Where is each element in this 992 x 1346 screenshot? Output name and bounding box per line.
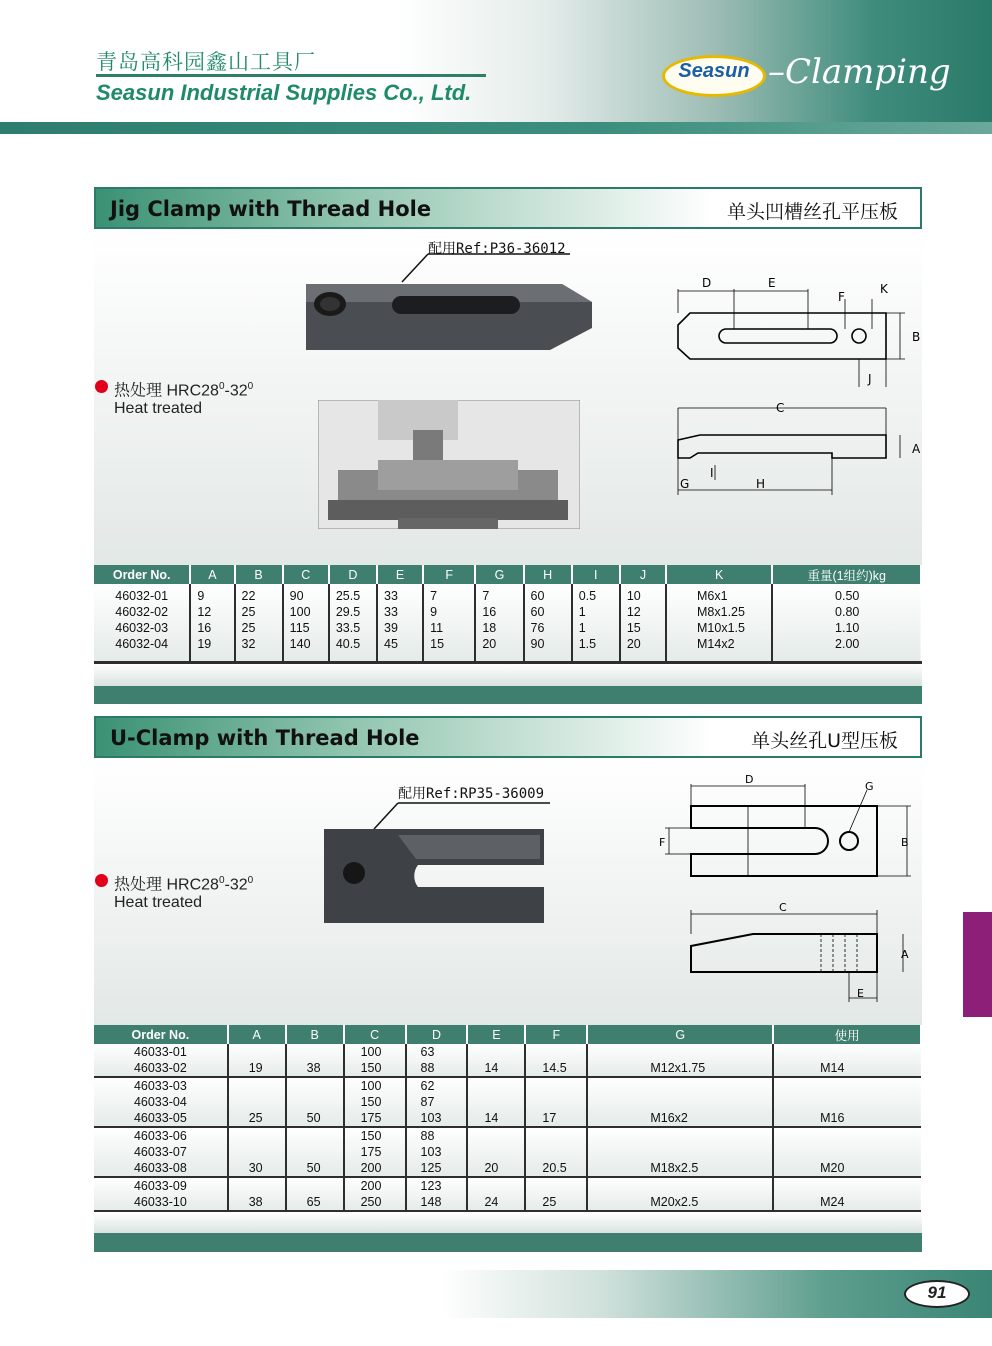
G-value (650, 1078, 772, 1094)
C-value: 100 (360, 1079, 382, 1093)
F-value (542, 1094, 586, 1110)
E-value (484, 1094, 524, 1110)
A-value (249, 1044, 285, 1060)
use-value (820, 1078, 921, 1094)
cell-D (406, 1044, 468, 1077)
G-value: M20x2.5 (650, 1195, 699, 1209)
D-value: 63 (420, 1045, 435, 1059)
cell-C (344, 1077, 406, 1127)
dim-label-h: H (756, 477, 766, 491)
dim-label-b: B (901, 836, 909, 849)
D-value: 103 (420, 1145, 442, 1159)
E-value: 20 (484, 1161, 499, 1175)
dim-label-c: C (776, 401, 785, 415)
section-2-ref: 配用Ref:RP35-36009 (398, 786, 545, 802)
orders-value: 46033-09 (133, 1179, 187, 1193)
B-value: 65 (306, 1195, 321, 1209)
C-value: 150 (360, 1129, 382, 1143)
G-value: M12x1.75 (650, 1061, 706, 1075)
dim-label-a: A (912, 442, 921, 456)
cell-e: 33 33 39 45 (377, 584, 423, 662)
col-header: G (475, 565, 523, 584)
table-row-group (94, 1077, 921, 1127)
bullet-dot (95, 874, 108, 887)
A-value (249, 1078, 285, 1094)
order-no: 46032-04 (115, 637, 169, 651)
cell-A (228, 1177, 286, 1211)
jig-clamp-spec-table (94, 565, 922, 662)
A-value: 38 (248, 1195, 263, 1209)
B-value (307, 1044, 343, 1060)
dim-label-i: I (710, 466, 714, 480)
cell-h: 60 60 76 90 (524, 584, 572, 662)
C-value: 150 (360, 1095, 382, 1109)
cell-D (406, 1177, 468, 1211)
cell-E (467, 1177, 525, 1211)
machine-setup-photo (318, 400, 580, 529)
orders-value: 46033-01 (133, 1045, 187, 1059)
use-value: M16 (820, 1111, 845, 1125)
cell-B (286, 1127, 344, 1177)
cell-E (467, 1077, 525, 1127)
E-value (484, 1178, 524, 1194)
cell-E (467, 1127, 525, 1177)
order-no: 46032-01 (115, 589, 169, 603)
col-header: Order No. (94, 1025, 228, 1044)
G-value (650, 1094, 772, 1110)
cell-B (286, 1177, 344, 1211)
table-row (94, 584, 921, 662)
B-value: 50 (306, 1111, 321, 1125)
section-2-title-bar (94, 716, 922, 758)
table-footer-bar (94, 1233, 922, 1252)
col-header: D (406, 1025, 468, 1044)
cell-C (344, 1044, 406, 1077)
E-value: 14 (484, 1111, 499, 1125)
A-value: 30 (248, 1161, 263, 1175)
dim-label-e: E (768, 276, 776, 290)
col-header: B (235, 565, 283, 584)
col-header: G (587, 1025, 773, 1044)
section-2-heat-note-en: Heat treated (114, 894, 203, 911)
cell-i: 0.5 1 1 1.5 (572, 584, 620, 662)
table-footer-bar (94, 686, 922, 704)
B-value: 38 (306, 1061, 321, 1075)
A-value: 19 (248, 1061, 263, 1075)
order-no: 46032-03 (115, 621, 169, 635)
cell-C (344, 1127, 406, 1177)
cell-use (773, 1044, 921, 1077)
cell-D (406, 1077, 468, 1127)
hrc-range: -32 (224, 876, 248, 894)
cell-orders (94, 1177, 228, 1211)
u-clamp-drawing (655, 770, 925, 1010)
col-header: E (467, 1025, 525, 1044)
header-bar (0, 122, 992, 134)
section-1-heat-note-en: Heat treated (114, 400, 203, 417)
orders-value: 46033-10 (133, 1195, 187, 1209)
col-header: B (286, 1025, 344, 1044)
degree-sup: 0 (218, 381, 225, 392)
page-number: 91 (927, 1283, 947, 1302)
cell-j: 10 12 15 20 (620, 584, 666, 662)
dim-label-e: E (857, 987, 864, 1000)
C-value: 175 (360, 1145, 382, 1159)
use-value (820, 1128, 921, 1144)
E-value: 24 (484, 1195, 499, 1209)
cell-F (525, 1177, 587, 1211)
cell-F (525, 1044, 587, 1077)
F-value: 20.5 (542, 1161, 567, 1175)
section-1-title-en: Jig Clamp with Thread Hole (110, 197, 432, 221)
cell-G (587, 1177, 773, 1211)
table-header-row (94, 1025, 921, 1044)
heat-label-cn: 热处理 (114, 382, 163, 400)
brand-tagline: –Clamping (768, 52, 951, 92)
table-row-group (94, 1127, 921, 1177)
col-header: E (377, 565, 423, 584)
col-header: F (525, 1025, 587, 1044)
cell-f: 7 9 11 15 (423, 584, 475, 662)
cell-B (286, 1044, 344, 1077)
cell-F (525, 1077, 587, 1127)
orders-value: 46033-06 (133, 1129, 187, 1143)
cell-orders (94, 1127, 228, 1177)
col-header: A (190, 565, 234, 584)
use-value (820, 1094, 921, 1110)
dim-label-b: B (912, 330, 921, 344)
use-value: M24 (820, 1195, 845, 1209)
col-header: C (344, 1025, 406, 1044)
D-value: 123 (420, 1179, 442, 1193)
chapter-tab (963, 912, 992, 1017)
orders-value: 46033-04 (133, 1095, 187, 1109)
cell-use (773, 1127, 921, 1177)
use-value: M14 (820, 1061, 845, 1075)
D-value: 62 (420, 1079, 435, 1093)
section-1-title-cn: 单头凹槽丝孔平压板 (726, 201, 898, 223)
C-value: 250 (360, 1195, 382, 1209)
B-value (307, 1078, 343, 1094)
dim-label-f: F (659, 836, 666, 849)
B-value (307, 1144, 343, 1160)
G-value (650, 1178, 772, 1194)
cell-C (344, 1177, 406, 1211)
F-value (542, 1128, 586, 1144)
cell-use (773, 1077, 921, 1127)
F-value (542, 1178, 586, 1194)
A-value: 25 (248, 1111, 263, 1125)
cell-A (228, 1044, 286, 1077)
section-2-title-cn: 单头丝孔U型压板 (751, 730, 898, 752)
E-value (484, 1144, 524, 1160)
order-no: 46032-02 (115, 605, 169, 619)
orders-value: 46033-03 (133, 1079, 187, 1093)
F-value: 17 (542, 1111, 557, 1125)
D-value: 88 (420, 1129, 435, 1143)
cell-E (467, 1044, 525, 1077)
col-header: Order No. (94, 565, 190, 584)
cell-B (286, 1077, 344, 1127)
cell-A (228, 1077, 286, 1127)
hrc-value: HRC28 (166, 382, 219, 400)
dim-label-g: G (865, 780, 874, 793)
dim-label-k: K (880, 282, 888, 296)
cell-g: 7 16 18 20 (475, 584, 523, 662)
cell-orders (94, 1077, 228, 1127)
D-value: 87 (420, 1095, 435, 1109)
E-value (484, 1128, 524, 1144)
company-name-en: Seasun Industrial Supplies Co., Ltd. (96, 80, 472, 105)
col-header: D (329, 565, 377, 584)
u-clamp-photo (318, 795, 558, 930)
F-value (542, 1144, 586, 1160)
cell-G (587, 1077, 773, 1127)
C-value: 200 (360, 1161, 382, 1175)
F-value: 14.5 (542, 1061, 567, 1075)
F-value: 25 (542, 1195, 557, 1209)
col-header: 重量(1组约)kg (772, 565, 921, 584)
dim-label-d: D (702, 276, 712, 290)
cell-orders (94, 1044, 228, 1077)
dim-label-a: A (901, 948, 909, 961)
col-header: A (228, 1025, 286, 1044)
cell-c: 90 100 115 140 (283, 584, 329, 662)
D-value: 125 (420, 1161, 442, 1175)
E-value (484, 1078, 524, 1094)
C-value: 175 (360, 1111, 382, 1125)
B-value (307, 1178, 343, 1194)
C-value: 150 (360, 1061, 382, 1075)
company-name-cn: 青岛高科园鑫山工具厂 (96, 50, 316, 74)
C-value: 200 (360, 1179, 382, 1193)
cell-weight: 0.50 0.80 1.10 2.00 (835, 589, 860, 651)
E-value (484, 1044, 524, 1060)
dim-label-c: C (779, 901, 787, 914)
G-value: M16x2 (650, 1111, 688, 1125)
table-header-row (94, 565, 921, 584)
F-value (542, 1078, 586, 1094)
cell-F (525, 1127, 587, 1177)
orders-value: 46033-05 (133, 1111, 187, 1125)
cell-G (587, 1127, 773, 1177)
u-clamp-spec-table (94, 1025, 922, 1212)
B-value: 50 (306, 1161, 321, 1175)
A-value (249, 1144, 285, 1160)
orders-value: 46033-07 (133, 1145, 187, 1159)
D-value: 88 (420, 1061, 435, 1075)
A-value (249, 1178, 285, 1194)
E-value: 14 (484, 1061, 499, 1075)
D-value: 103 (420, 1111, 442, 1125)
table-row-group (94, 1044, 921, 1077)
dim-label-j: J (868, 372, 872, 386)
header-divider (96, 74, 486, 77)
D-value: 148 (420, 1195, 442, 1209)
dim-label-f: F (838, 290, 845, 304)
table-footer-band (94, 664, 922, 686)
col-header: F (423, 565, 475, 584)
table-footer-band (94, 1213, 922, 1233)
orders-value: 46033-02 (133, 1061, 187, 1075)
B-value (307, 1128, 343, 1144)
order-no-cell (94, 584, 190, 662)
orders-value: 46033-08 (133, 1161, 187, 1175)
degree-sup-2: 0 (247, 875, 254, 886)
cell-D (406, 1127, 468, 1177)
col-header: 使用 (773, 1025, 921, 1044)
use-value (820, 1178, 921, 1194)
heat-label-cn: 热处理 (114, 876, 163, 894)
col-header: J (620, 565, 666, 584)
G-value: M18x2.5 (650, 1161, 699, 1175)
degree-sup: 0 (218, 875, 225, 886)
section-2-title-en: U-Clamp with Thread Hole (110, 726, 420, 750)
cell-d: 25.5 29.5 33.5 40.5 (329, 584, 377, 662)
col-header: K (666, 565, 772, 584)
cell-a: 9 12 16 19 (190, 584, 234, 662)
cell-k: M6x1 M8x1.25 M10x1.5 M14x2 (666, 584, 772, 662)
B-value (307, 1094, 343, 1110)
bullet-dot (95, 380, 108, 393)
cell-G (587, 1044, 773, 1077)
degree-sup-2: 0 (247, 381, 254, 392)
dim-label-d: D (745, 773, 754, 786)
col-header: I (572, 565, 620, 584)
use-value (820, 1144, 921, 1160)
cell-A (228, 1127, 286, 1177)
col-header: C (283, 565, 329, 584)
hrc-value: HRC28 (166, 876, 219, 894)
section-1-title-bar (94, 187, 922, 229)
jig-clamp-photo (300, 250, 600, 360)
jig-clamp-drawing (660, 275, 930, 505)
use-value (820, 1044, 921, 1060)
G-value (650, 1044, 772, 1060)
F-value (542, 1044, 586, 1060)
C-value: 100 (360, 1045, 382, 1059)
cell-b: 22 25 25 32 (235, 584, 283, 662)
section-1-ref: 配用Ref:P36-36012 (428, 241, 566, 257)
A-value (249, 1094, 285, 1110)
A-value (249, 1128, 285, 1144)
col-header: H (524, 565, 572, 584)
table-row-group (94, 1177, 921, 1211)
hrc-range: -32 (224, 382, 248, 400)
G-value (650, 1128, 772, 1144)
brand-logo-text: Seasun (678, 60, 750, 82)
cell-use (773, 1177, 921, 1211)
dim-label-g: G (680, 477, 690, 491)
use-value: M20 (820, 1161, 845, 1175)
G-value (650, 1144, 772, 1160)
